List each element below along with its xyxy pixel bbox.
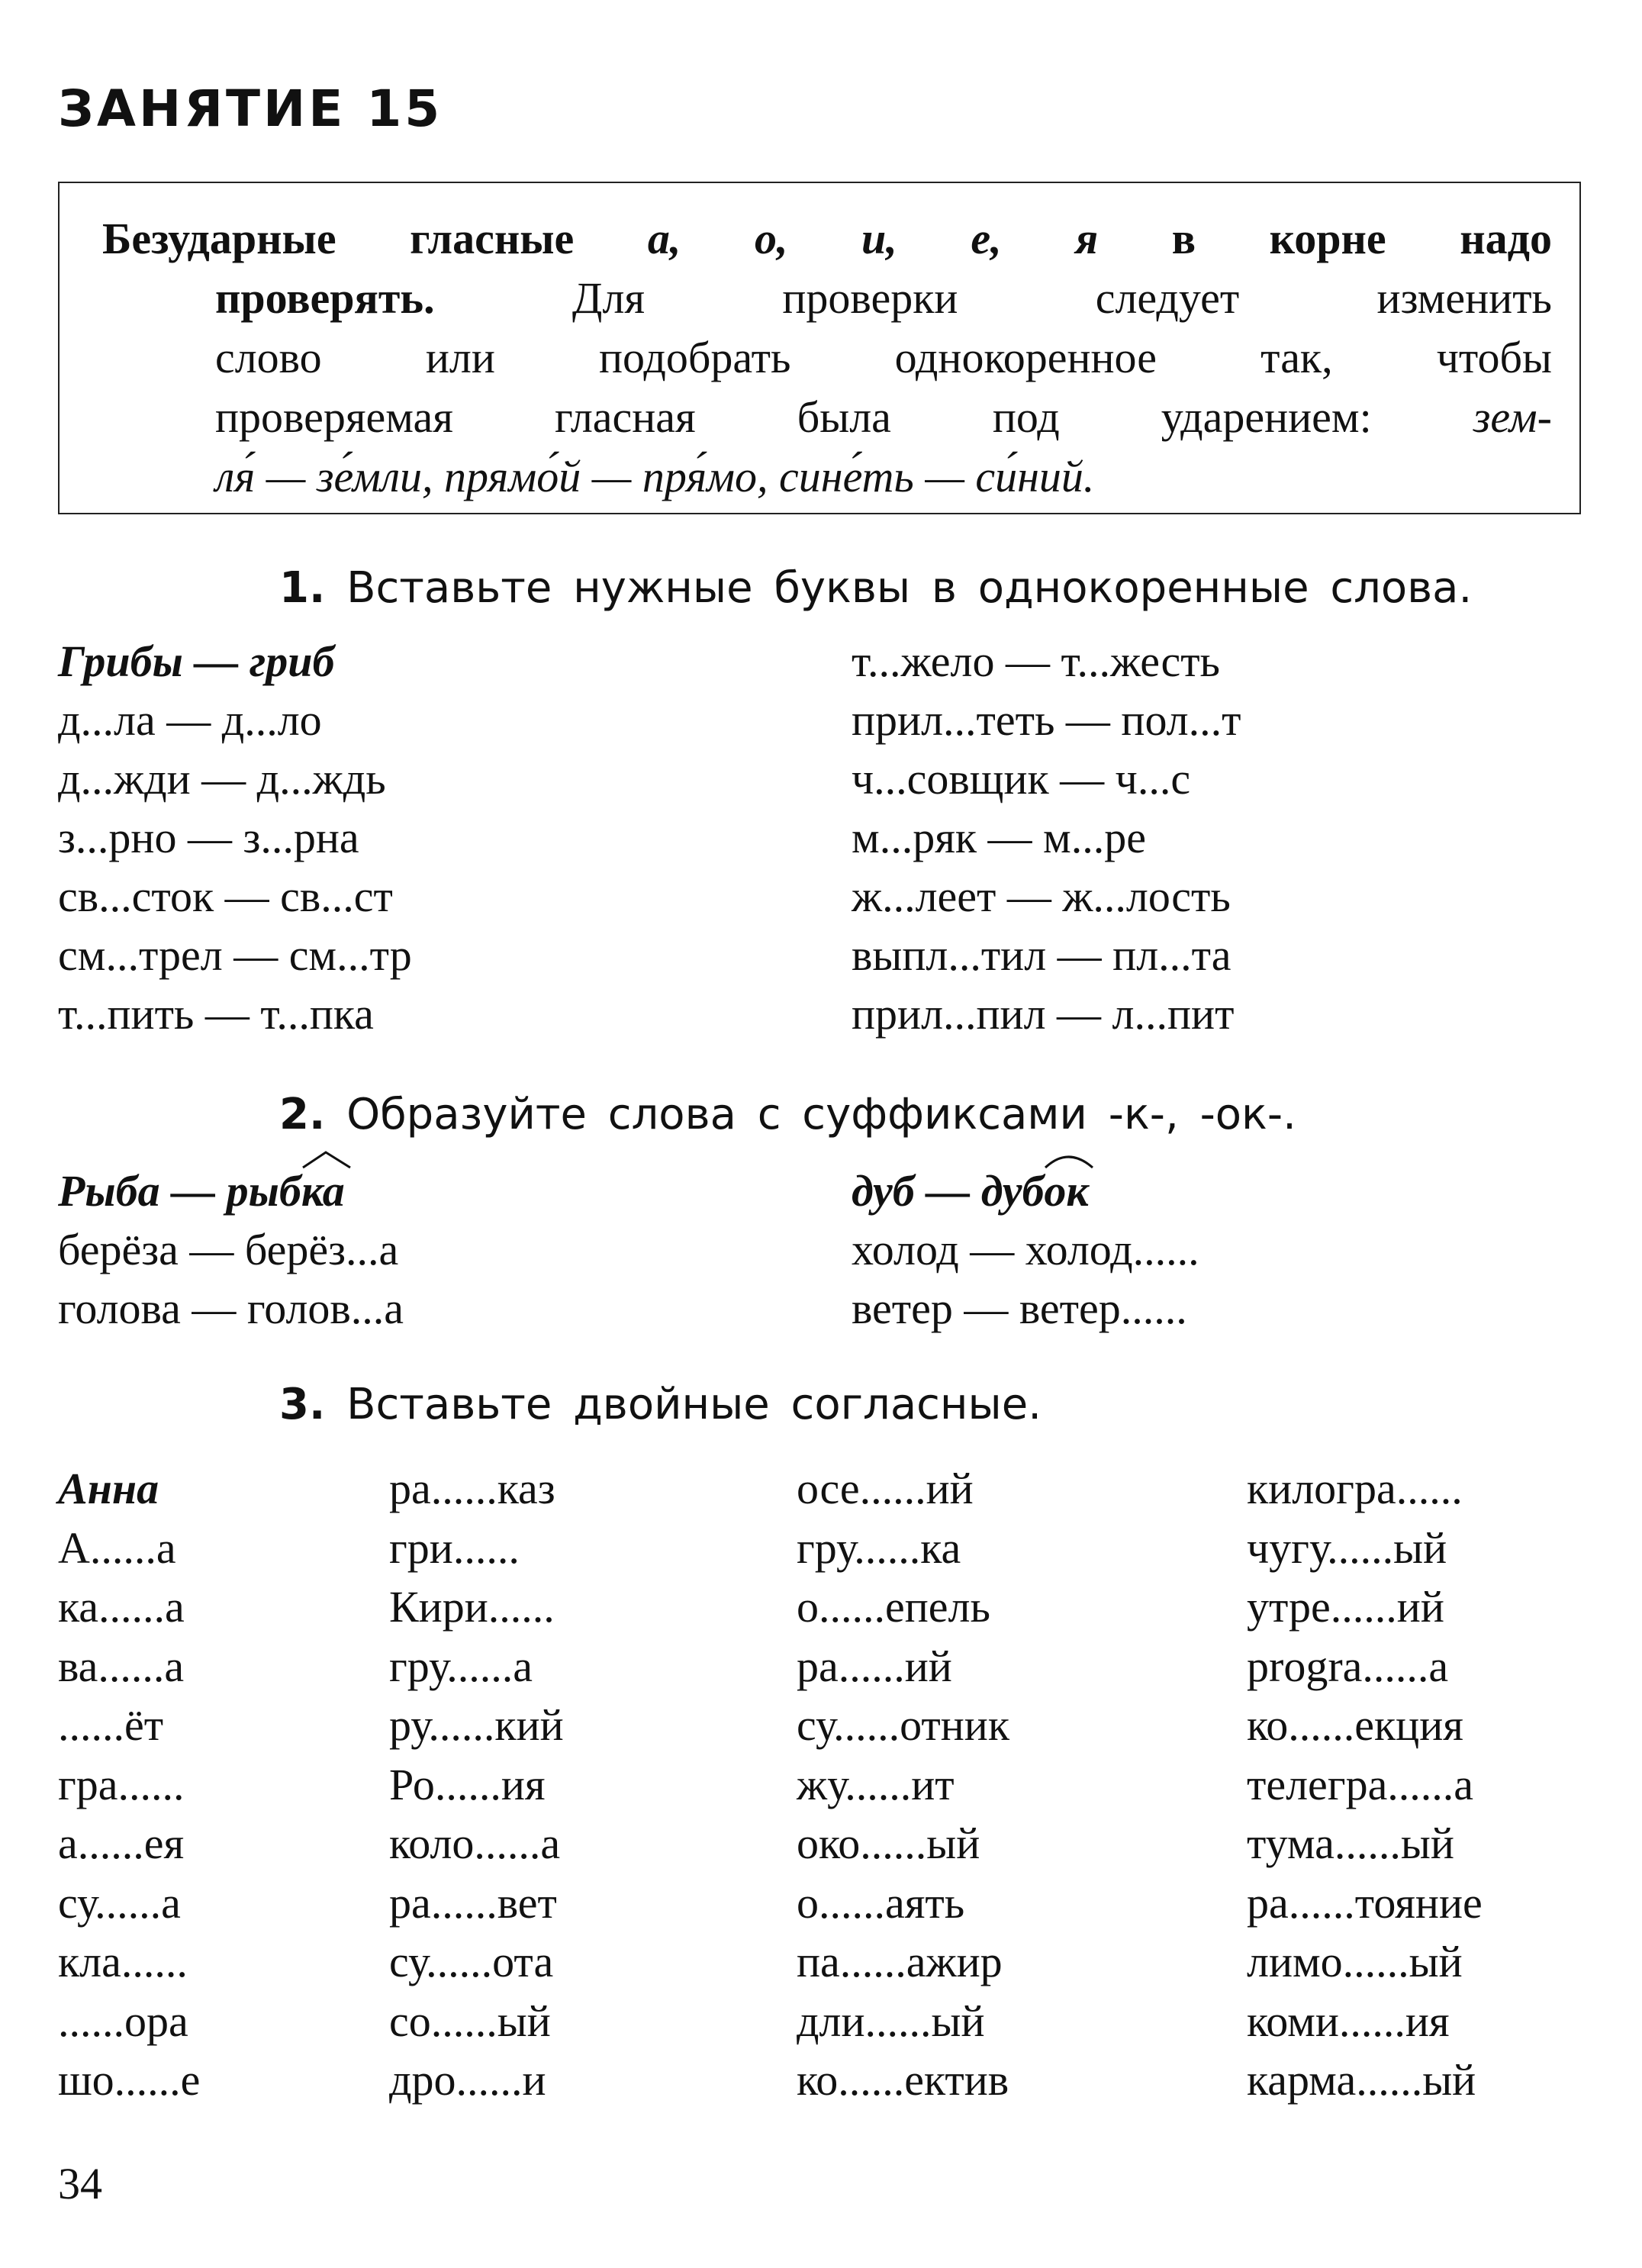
task-2-text: Образуйте слова с суффиксами -к-, -ок-. <box>346 1090 1296 1139</box>
rule-text-4: проверяемая гласная была под ударением: <box>215 392 1372 442</box>
list-item: шо......е <box>58 2055 201 2105</box>
list-item: дро......и <box>389 2055 546 2105</box>
list-item: прил...пил — л...пит <box>852 989 1235 1039</box>
list-item: око......ый <box>797 1819 980 1868</box>
task-2-heading <box>279 1090 1296 1139</box>
list-item: кла...... <box>58 1937 188 1986</box>
rule-text-2: Для проверки следует изменить <box>571 273 1553 323</box>
list-item: су......а <box>58 1877 181 1928</box>
list-item: гра...... <box>58 1759 185 1809</box>
list-item: гри...... <box>389 1522 520 1573</box>
task-2-right-column <box>852 1161 1199 1338</box>
list-item: ра......вет <box>389 1877 557 1928</box>
task-3-column-3 <box>797 1459 1009 2110</box>
list-item: д...ла — д...ло <box>58 695 322 745</box>
suffix-mark: ка <box>301 1161 345 1220</box>
list-item: м...ряк — м...ре <box>852 813 1147 862</box>
list-item: лимо......ый <box>1247 1937 1463 1986</box>
task-2-example-left: Рыба — рыб ка <box>58 1161 404 1220</box>
rule-examples: ля́ — зе́мли, прямо́й — пря́мо, сине́ть — си́ний. <box>215 452 1095 501</box>
list-item: гру......а <box>389 1641 533 1691</box>
list-item: т...жело — т...жесть <box>852 636 1221 686</box>
task-3-heading <box>279 1380 1042 1429</box>
task-3-column-2 <box>389 1459 564 2110</box>
list-item: ра......тояние <box>1247 1877 1483 1928</box>
list-item: осе......ий <box>797 1464 974 1513</box>
list-item: ва......а <box>58 1641 185 1691</box>
list-item: жу......ит <box>797 1759 955 1809</box>
list-item: су......ота <box>389 1937 554 1986</box>
list-item: progra......а <box>1247 1641 1449 1691</box>
rule-line-3: слово или подобрать однокоренное так, чтобы <box>215 333 1552 382</box>
task-1-number: 1. <box>279 563 326 613</box>
list-item: Ро......ия <box>389 1759 546 1809</box>
list-item: гру......ка <box>797 1522 961 1573</box>
rule-bold-b: в корне надо <box>1171 214 1553 263</box>
task-1-heading <box>279 563 1472 613</box>
task-1-left-column <box>58 632 412 1043</box>
rule-box <box>58 182 1581 514</box>
list-item: чугу......ый <box>1247 1522 1447 1573</box>
task-1-right-column <box>852 632 1241 1043</box>
list-item: со......ый <box>389 1996 551 2046</box>
list-item: см...трел — см...тр <box>58 930 412 980</box>
list-item: холод — холод...... <box>852 1225 1199 1274</box>
list-item: ветер — ветер...... <box>852 1284 1187 1333</box>
task-2-number: 2. <box>279 1090 326 1139</box>
list-item: коми......ия <box>1247 1996 1450 2046</box>
task-1-text: Вставьте нужные буквы в однокоренные слова. <box>346 563 1473 613</box>
rule-line-4 <box>60 388 1579 447</box>
list-item: з...рно — з...рна <box>58 813 359 862</box>
list-item: о......аять <box>797 1877 965 1928</box>
task-3-text: Вставьте двойные согласные. <box>346 1380 1042 1429</box>
list-item: т...пить — т...пка <box>58 989 374 1039</box>
task-2-example-right: дуб — дуб ок <box>852 1161 1199 1220</box>
list-item: ру......кий <box>389 1700 564 1750</box>
list-item: ко......екция <box>1247 1700 1463 1750</box>
list-item: А......а <box>58 1522 176 1573</box>
task-3-example: Анна <box>58 1464 159 1513</box>
task-2-left-column <box>58 1161 404 1338</box>
list-item: ж...леет — ж...лость <box>852 871 1231 921</box>
rule-bold-check: проверять. <box>215 273 435 323</box>
list-item: ч...совщик — ч...с <box>852 754 1191 804</box>
list-item: Кири...... <box>389 1582 555 1632</box>
task-3-column-1 <box>58 1459 200 2110</box>
rule-bold-a: Безударные гласные <box>102 214 575 263</box>
list-item: ......ёт <box>58 1700 164 1750</box>
list-item: ка......а <box>58 1582 185 1632</box>
list-item: голова — голов...а <box>58 1284 404 1333</box>
list-item: а......ея <box>58 1819 185 1868</box>
list-item: ра......каз <box>389 1464 555 1513</box>
rule-example-start: зем- <box>1473 392 1552 442</box>
list-item: о......епель <box>797 1582 990 1632</box>
list-item: дли......ый <box>797 1996 985 2046</box>
list-item: ра......ий <box>797 1641 952 1691</box>
list-item: ко......ектив <box>797 2055 1009 2105</box>
list-item: килогра...... <box>1247 1464 1463 1513</box>
suffix-mark: ок <box>1044 1161 1088 1220</box>
page-number: 34 <box>58 2159 102 2208</box>
rule-line-2 <box>60 269 1579 328</box>
list-item: утре......ий <box>1247 1582 1444 1632</box>
task-1-example: Грибы — гриб <box>58 636 335 686</box>
list-item: выпл...тил — пл...та <box>852 930 1232 980</box>
rule-letters: а, о, и, е, я <box>647 214 1099 263</box>
page-title: ЗАНЯТИЕ 15 <box>58 79 443 138</box>
list-item: св...сток — св...ст <box>58 871 393 921</box>
list-item: ......ора <box>58 1996 188 2046</box>
suffix-arc-icon <box>1042 1151 1097 1169</box>
rule-line-1 <box>60 209 1579 269</box>
list-item: телегра......а <box>1247 1759 1474 1809</box>
list-item: прил...теть — пол...т <box>852 695 1241 745</box>
task-3-column-4 <box>1247 1459 1483 2110</box>
list-item: коло......а <box>389 1819 561 1868</box>
list-item: тума......ый <box>1247 1819 1454 1868</box>
suffix-arc-icon <box>300 1151 355 1169</box>
list-item: па......ажир <box>797 1937 1003 1986</box>
list-item: карма......ый <box>1247 2055 1476 2105</box>
task-3-number: 3. <box>279 1380 326 1429</box>
list-item: д...жди — д...ждь <box>58 754 386 804</box>
list-item: су......отник <box>797 1700 1010 1750</box>
list-item: берёза — берёз...а <box>58 1225 399 1274</box>
